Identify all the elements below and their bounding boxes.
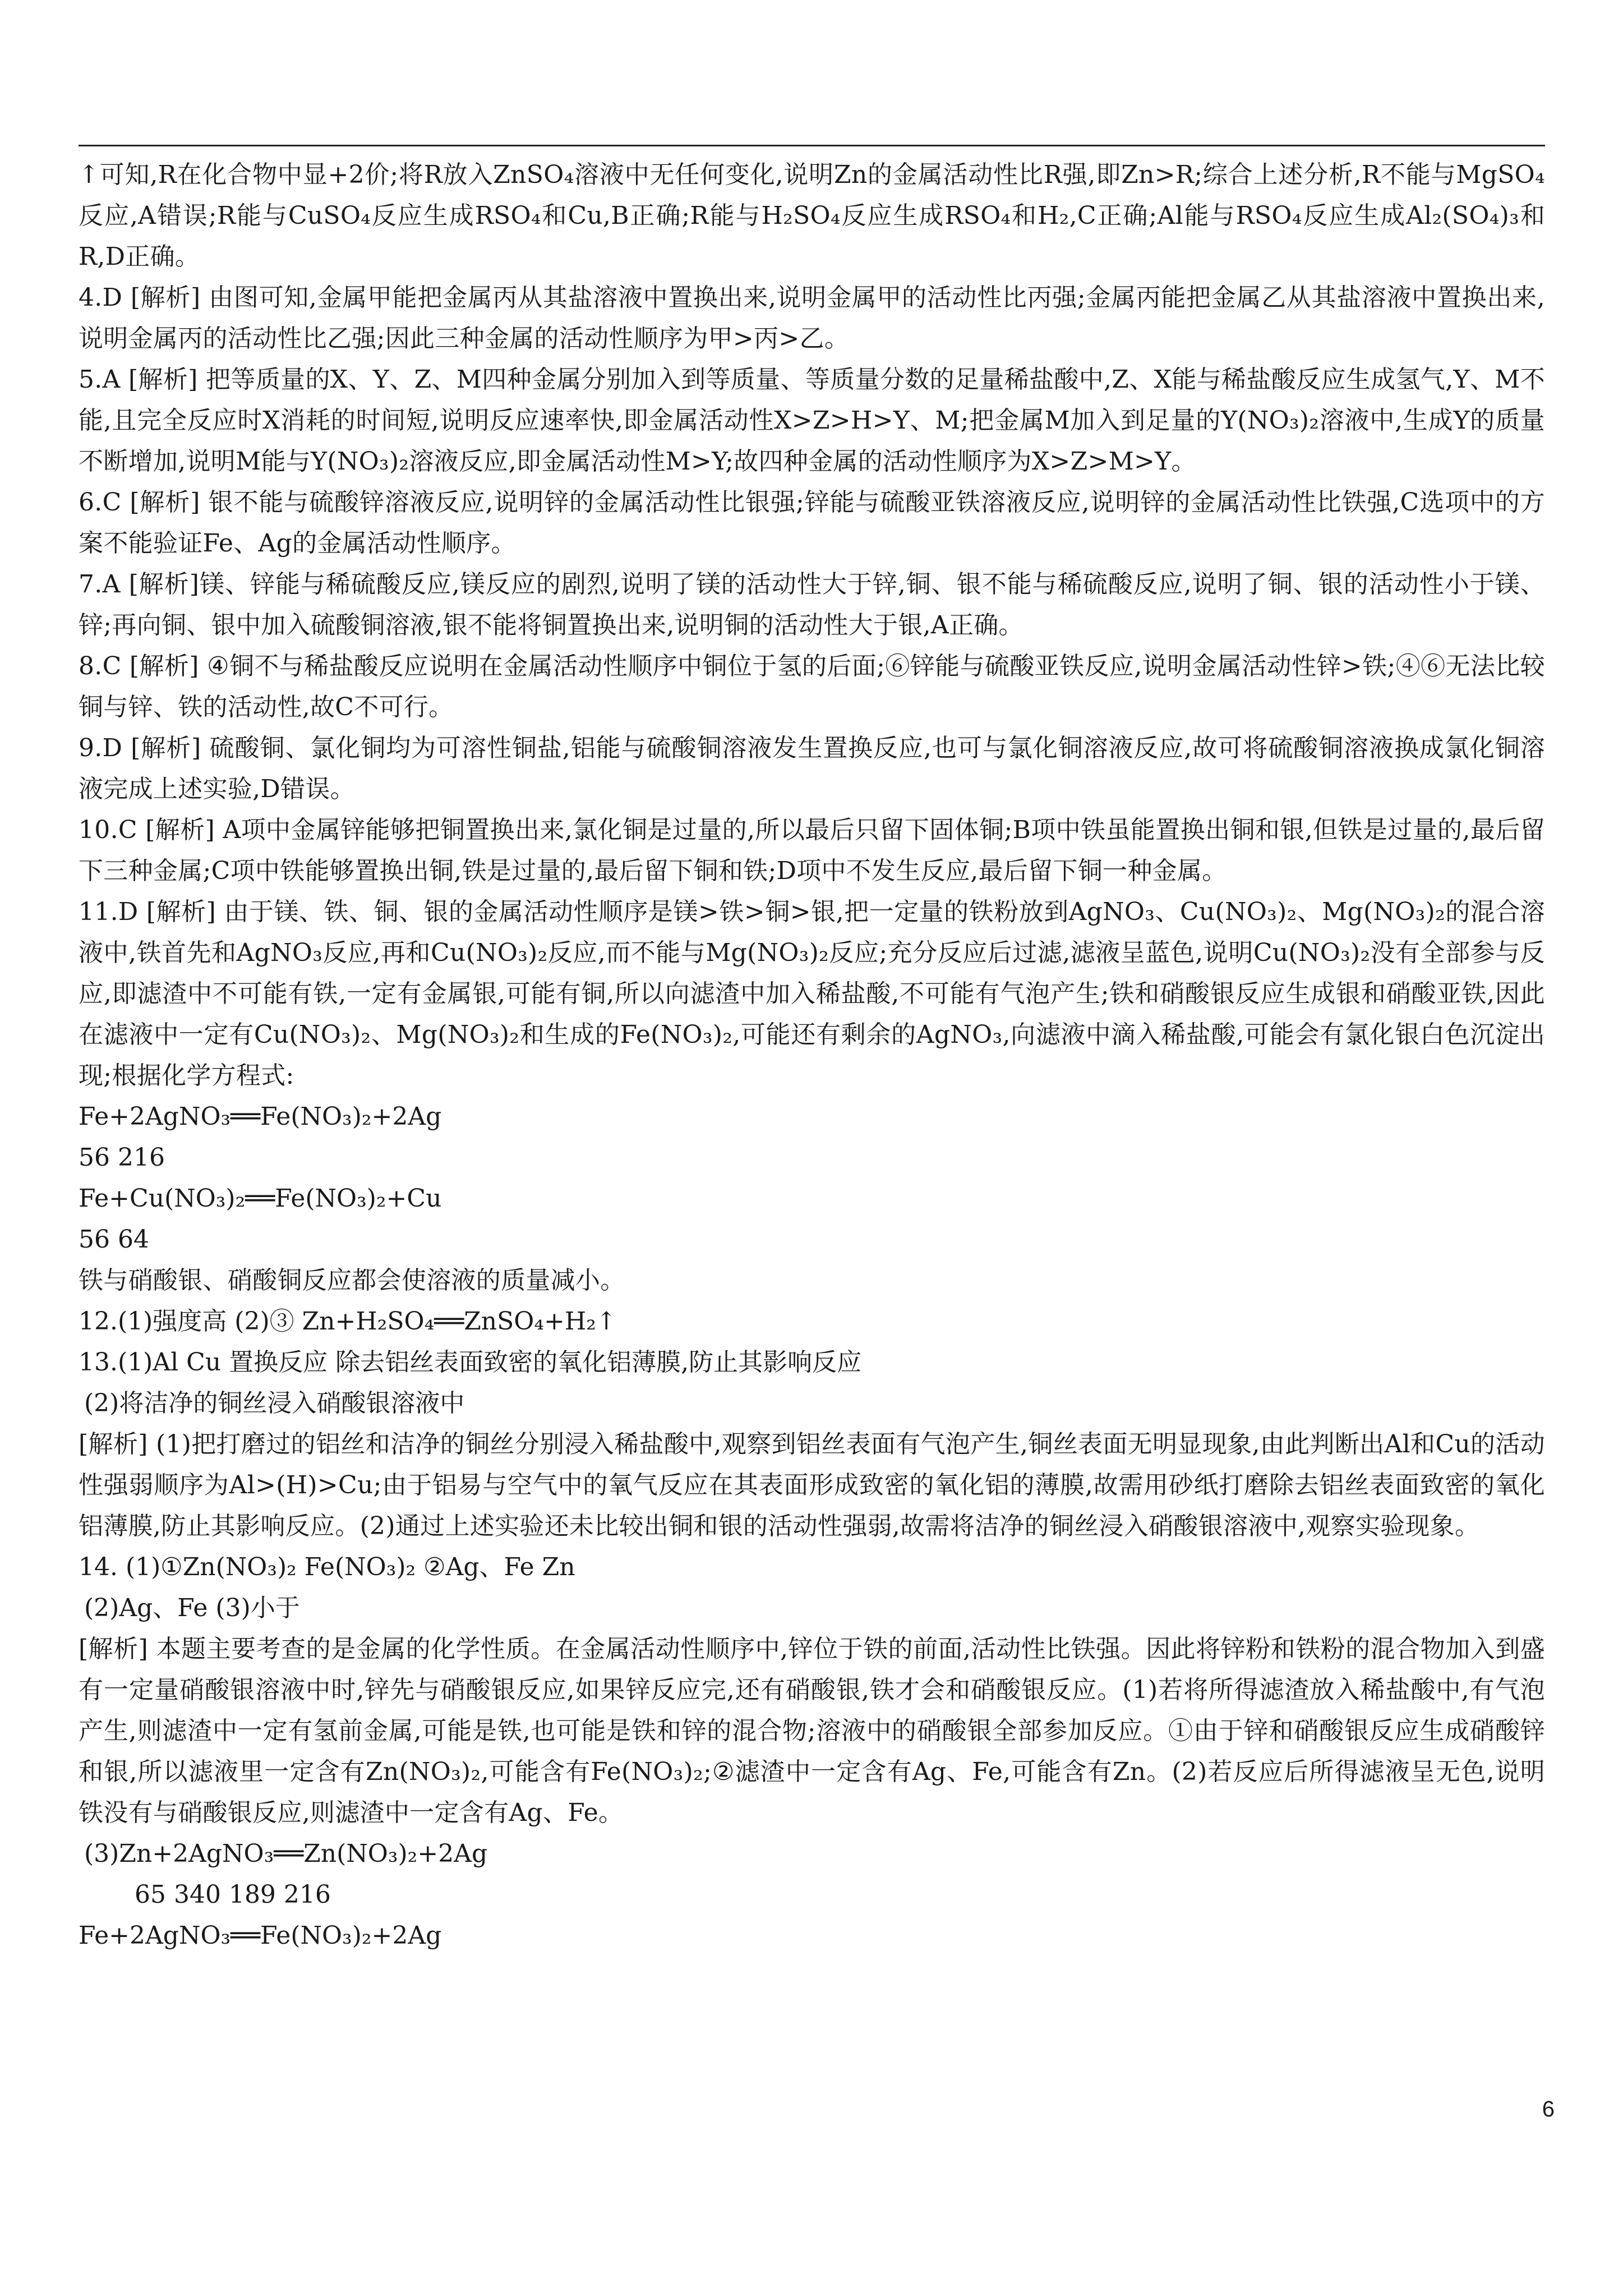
equation-line: (3)Zn+2AgNO₃══Zn(NO₃)₂+2Ag: [84, 1839, 488, 1868]
paragraph-q3-continued: ↑可知,R在化合物中显+2价;将R放入ZnSO₄溶液中无任何变化,说明Zn的金属活动性比R强,即Zn>R;综合上述分析,R不能与MgSO₄反应,A错误;R能与CuSO₄反应生成RSO₄和Cu,B正确;R能与H₂SO₄反应生成RSO₄和H₂,C正确;Al能与RSO₄反应生成Al₂(SO₄)₃和R,D正确。: [79, 160, 1545, 271]
equation-line: Fe+2AgNO₃══Fe(NO₃)₂+2Ag: [79, 1102, 442, 1131]
paragraph-q13-part2: (2)将洁净的铜丝浸入硝酸银溶液中: [84, 1389, 465, 1418]
paragraph-q7: 7.A [解析]镁、锌能与稀硫酸反应,镁反应的剧烈,说明了镁的活动性大于锌,铜、银不能与稀硫酸反应,说明了铜、银的活动性小于镁、锌;再向铜、银中加入硫酸铜溶液,银不能将铜置换出来,说明铜的活动性大于银,A正确。: [79, 570, 1545, 639]
equation-line: Fe+2AgNO₃══Fe(NO₃)₂+2Ag: [79, 1921, 442, 1950]
paragraph-q5: 5.A [解析] 把等质量的X、Y、Z、M四种金属分别加入到等质量、等质量分数的足量稀盐酸中,Z、X能与稀盐酸反应生成氢气,Y、M不能,且完全反应时X消耗的时间短,说明反应速率快,即金属活动性X>Z>H>Y、M;把金属M加入到足量的Y(NO₃)₂溶液中,生成Y的质量不断增加,说明M能与Y(NO₃)₂溶液反应,即金属活动性M>Y;故四种金属的活动性顺序为X>Z>M>Y。: [79, 365, 1545, 476]
paragraph-q4: 4.D [解析] 由图可知,金属甲能把金属丙从其盐溶液中置换出来,说明金属甲的活动性比丙强;金属丙能把金属乙从其盐溶液中置换出来,说明金属丙的活动性比乙强;因此三种金属的活动性顺序为甲>丙>乙。: [79, 283, 1545, 353]
paragraph-q8: 8.C [解析] ④铜不与稀盐酸反应说明在金属活动性顺序中铜位于氢的后面;⑥锌能与硫酸亚铁反应,说明金属活动性锌>铁;④⑥无法比较铜与锌、铁的活动性,故C不可行。: [79, 652, 1545, 721]
paragraph-q14-analysis: [解析] 本题主要考查的是金属的化学性质。在金属活动性顺序中,锌位于铁的前面,活动性比铁强。因此将锌粉和铁粉的混合物加入到盛有一定量硝酸银溶液中时,锌先与硝酸银反应,如果锌反应完,还有硝酸银,铁才会和硝酸银反应。(1)若将所得滤渣放入稀盐酸中,有气泡产生,则滤渣中一定有氢前金属,可能是铁,也可能是铁和锌的混合物;溶液中的硝酸银全部参加反应。①由于锌和硝酸银反应生成硝酸锌和银,所以滤液里一定含有Zn(NO₃)₂,可能含有Fe(NO₃)₂;②滤渣中一定含有Ag、Fe,可能含有Zn。(2)若反应后所得滤液呈无色,说明铁没有与硝酸银反应,则滤渣中一定含有Ag、Fe。: [79, 1635, 1545, 1827]
paragraph-q6: 6.C [解析] 银不能与硫酸锌溶液反应,说明锌的金属活动性比银强;锌能与硫酸亚铁溶液反应,说明锌的金属活动性比铁强,C选项中的方案不能验证Fe、Ag的金属活动性顺序。: [79, 488, 1545, 558]
mass-ratio-line: 65 340 189 216: [135, 1880, 331, 1909]
paragraph-q14-part2: (2)Ag、Fe (3)小于: [84, 1594, 300, 1622]
paragraph-q10: 10.C [解析] A项中金属锌能够把铜置换出来,氯化铜是过量的,所以最后只留下固体铜;B项中铁虽能置换出铜和银,但铁是过量的,最后留下三种金属;C项中铁能够置换出铜,铁是过量的,最后留下铜和铁;D项中不发生反应,最后留下铜一种金属。: [79, 816, 1545, 885]
page-number: 6: [1542, 2097, 1555, 2122]
paragraph-q9: 9.D [解析] 硫酸铜、氯化铜均为可溶性铜盐,铝能与硫酸铜溶液发生置换反应,也可与氯化铜溶液反应,故可将硫酸铜溶液换成氯化铜溶液完成上述实验,D错误。: [79, 734, 1545, 803]
paragraph-q14-part1: 14. (1)①Zn(NO₃)₂ Fe(NO₃)₂ ②Ag、Fe Zn: [79, 1553, 575, 1581]
paragraph-q11: 11.D [解析] 由于镁、铁、铜、银的金属活动性顺序是镁>铁>铜>银,把一定量的铁粉放到AgNO₃、Cu(NO₃)₂、Mg(NO₃)₂的混合溶液中,铁首先和AgNO₃反应,再和Cu(NO₃)₂反应,而不能与Mg(NO₃)₂反应;充分反应后过滤,滤液呈蓝色,说明Cu(NO₃)₂没有全部参与反应,即滤渣中不可能有铁,一定有金属银,可能有铜,所以向滤渣中加入稀盐酸,不可能有气泡产生;铁和硝酸银反应生成银和硝酸亚铁,因此在滤液中一定有Cu(NO₃)₂、Mg(NO₃)₂和生成的Fe(NO₃)₂,可能还有剩余的AgNO₃,向滤液中滴入稀盐酸,可能会有氯化银白色沉淀出现;根据化学方程式:: [79, 898, 1545, 1090]
equation-line: Fe+Cu(NO₃)₂══Fe(NO₃)₂+Cu: [79, 1184, 442, 1213]
mass-ratio-line: 56 216: [79, 1143, 165, 1172]
answer-content: [79, 154, 1545, 1956]
header-rule: [79, 145, 1545, 146]
paragraph-q13-part1: 13.(1)Al Cu 置换反应 除去铝丝表面致密的氧化铝薄膜,防止其影响反应: [79, 1348, 862, 1377]
mass-ratio-line: 56 64: [79, 1225, 149, 1254]
paragraph-q11-conclusion: 铁与硝酸银、硝酸铜反应都会使溶液的质量减小。: [79, 1266, 625, 1295]
paragraph-q12: 12.(1)强度高 (2)③ Zn+H₂SO₄══ZnSO₄+H₂↑: [79, 1307, 617, 1336]
paragraph-q13-analysis: [解析] (1)把打磨过的铝丝和洁净的铜丝分别浸入稀盐酸中,观察到铝丝表面有气泡产生,铜丝表面无明显现象,由此判断出Al和Cu的活动性强弱顺序为Al>(H)>Cu;由于铝易与空气中的氧气反应在其表面形成致密的氧化铝的薄膜,故需用砂纸打磨除去铝丝表面致密的氧化铝薄膜,防止其影响反应。(2)通过上述实验还未比较出铜和银的活动性强弱,故需将洁净的铜丝浸入硝酸银溶液中,观察实验现象。: [79, 1430, 1545, 1540]
